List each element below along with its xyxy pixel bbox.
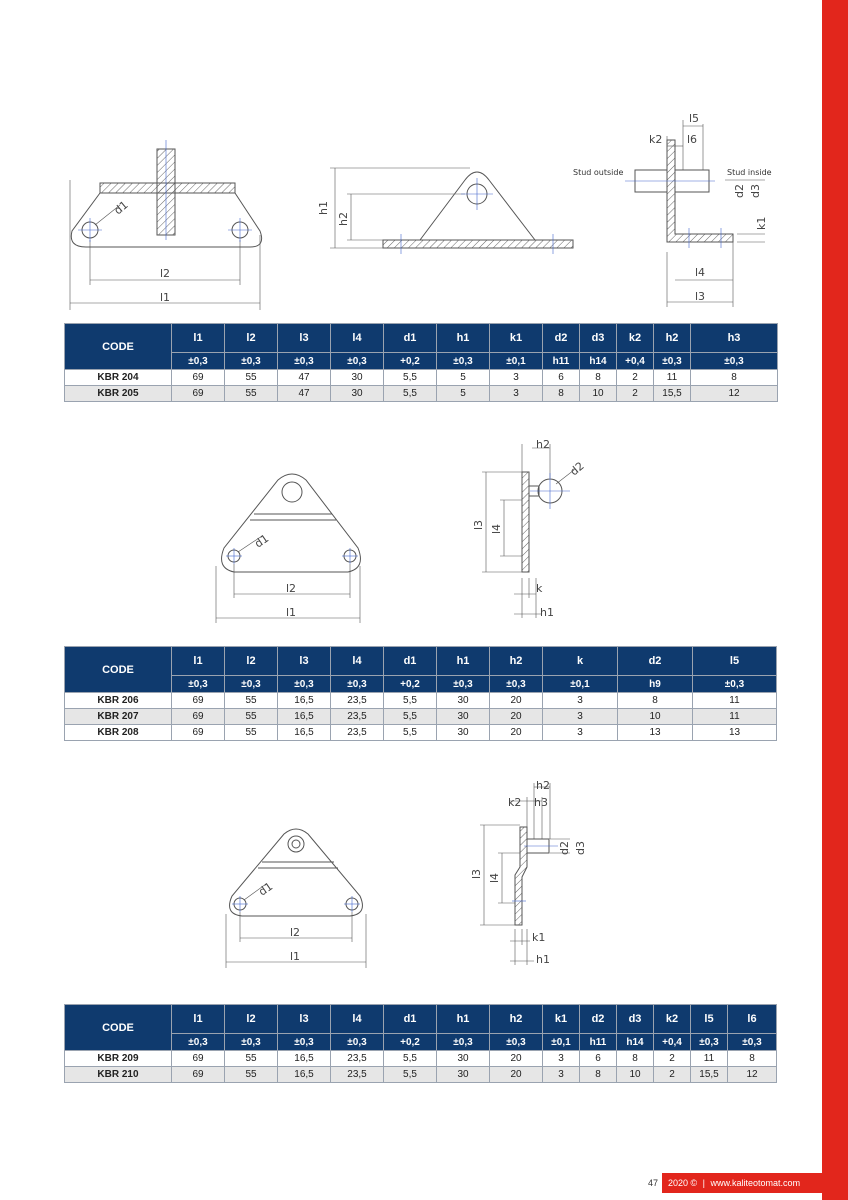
label-stud-outside: Stud outside (573, 168, 624, 177)
dim-d3: d3 (749, 184, 762, 198)
column-header: l5 (693, 647, 777, 676)
dim-d1: d1 (252, 531, 272, 551)
row-code: KBR 209 (65, 1051, 172, 1067)
column-header: d2 (543, 324, 580, 353)
tolerance: +0,2 (384, 353, 437, 370)
drawing-kbr206-front-view (210, 468, 370, 628)
drawing-kbr206-side-view (470, 438, 600, 623)
cell: 15,5 (691, 1067, 728, 1083)
cell: 8 (543, 386, 580, 402)
cell: 69 (172, 386, 225, 402)
dim-h2: h2 (536, 438, 550, 451)
column-header: d1 (384, 324, 437, 353)
cell: 8 (617, 1051, 654, 1067)
table-row (65, 1051, 777, 1067)
cell: 5,5 (384, 693, 437, 709)
dim-h1: h1 (317, 201, 330, 215)
cell: 8 (580, 1067, 617, 1083)
tolerance: ±0,3 (172, 353, 225, 370)
cell: 20 (490, 725, 543, 741)
cell: 5,5 (384, 1051, 437, 1067)
cell: 5 (437, 370, 490, 386)
cell: 30 (437, 709, 490, 725)
page-number: 47 (647, 1178, 658, 1188)
column-header: k1 (490, 324, 543, 353)
cell: 23,5 (331, 709, 384, 725)
tolerance: +0,2 (384, 1034, 437, 1051)
row-code: KBR 206 (65, 693, 172, 709)
cell: 16,5 (278, 1051, 331, 1067)
dim-d3: d3 (574, 841, 587, 855)
column-header: l2 (225, 647, 278, 676)
dim-d2: d2 (558, 841, 571, 855)
cell: 15,5 (654, 386, 691, 402)
column-header: l2 (225, 1005, 278, 1034)
tolerance: ±0,3 (654, 353, 691, 370)
row-code: KBR 207 (65, 709, 172, 725)
cell: 16,5 (278, 709, 331, 725)
dim-k: k (536, 582, 543, 595)
footer-year: 2020 © (668, 1178, 698, 1188)
cell: 8 (728, 1051, 777, 1067)
column-header-code: CODE (65, 324, 172, 370)
cell: 8 (691, 370, 778, 386)
cell: 30 (437, 1051, 490, 1067)
column-header: d1 (384, 647, 437, 676)
tolerance: ±0,3 (225, 1034, 278, 1051)
dim-d2: d2 (733, 184, 746, 198)
column-header: h1 (437, 324, 490, 353)
dim-h2: h2 (337, 212, 350, 226)
tolerance: h11 (543, 353, 580, 370)
cell: 5,5 (384, 725, 437, 741)
brand-red-bar (822, 0, 848, 1200)
cell: 8 (580, 370, 617, 386)
cell: 11 (693, 709, 777, 725)
column-header: k (543, 647, 618, 676)
drawing-kbr204-side-view (305, 160, 585, 260)
tolerance: h9 (618, 676, 693, 693)
tolerance: h14 (580, 353, 617, 370)
column-header: l3 (278, 324, 331, 353)
cell: 10 (617, 1067, 654, 1083)
column-header-code: CODE (65, 1005, 172, 1051)
cell: 20 (490, 709, 543, 725)
tolerance: ±0,1 (543, 1034, 580, 1051)
column-header: h1 (437, 647, 490, 676)
dim-l3: l3 (695, 290, 706, 303)
tolerance: ±0,1 (490, 353, 543, 370)
dim-l5: l5 (689, 112, 700, 125)
dim-h2: h2 (536, 779, 550, 792)
cell: 47 (278, 370, 331, 386)
column-header: l6 (728, 1005, 777, 1034)
table-row (65, 725, 777, 741)
dim-l1: l1 (160, 291, 171, 304)
dim-l3: l3 (472, 519, 485, 530)
tolerance: ±0,3 (278, 1034, 331, 1051)
tolerance: +0,4 (654, 1034, 691, 1051)
tolerance: ±0,3 (691, 353, 778, 370)
cell: 55 (225, 370, 278, 386)
dim-l1: l1 (286, 606, 297, 619)
column-header: l1 (172, 324, 225, 353)
tolerance: ±0,3 (225, 353, 278, 370)
column-header: l3 (278, 1005, 331, 1034)
dim-l4: l4 (695, 266, 706, 279)
cell: 2 (654, 1067, 691, 1083)
cell: 5,5 (384, 386, 437, 402)
cell: 20 (490, 1051, 543, 1067)
cell: 5 (437, 386, 490, 402)
footer-url[interactable]: www.kaliteotomat.com (710, 1178, 801, 1188)
column-header: l5 (691, 1005, 728, 1034)
cell: 20 (490, 1067, 543, 1083)
tolerance: +0,2 (384, 676, 437, 693)
dim-l2: l2 (286, 582, 297, 595)
cell: 23,5 (331, 1067, 384, 1083)
dim-h1: h1 (536, 953, 550, 966)
cell: 8 (618, 693, 693, 709)
dim-h1: h1 (540, 606, 554, 619)
cell: 69 (172, 1067, 225, 1083)
dim-d2: d2 (567, 459, 587, 479)
table-row (65, 1067, 777, 1083)
tolerance: ±0,1 (543, 676, 618, 693)
column-header: l4 (331, 647, 384, 676)
cell: 20 (490, 693, 543, 709)
label-stud-inside: Stud inside (727, 168, 772, 177)
footer-bar (662, 1173, 822, 1193)
tolerance: +0,4 (617, 353, 654, 370)
column-header: l3 (278, 647, 331, 676)
drawing-kbr209-front-view (210, 822, 380, 972)
column-header: h2 (654, 324, 691, 353)
cell: 6 (543, 370, 580, 386)
tolerance: ±0,3 (331, 353, 384, 370)
cell: 16,5 (278, 693, 331, 709)
tolerance: ±0,3 (437, 676, 490, 693)
column-header: d2 (580, 1005, 617, 1034)
cell: 3 (543, 693, 618, 709)
cell: 11 (654, 370, 691, 386)
cell: 3 (543, 1051, 580, 1067)
table-row (65, 370, 778, 386)
drawing-kbr204-stud-detail (565, 112, 780, 312)
column-header: k2 (617, 324, 654, 353)
tolerance: ±0,3 (278, 676, 331, 693)
dim-l4: l4 (488, 872, 501, 883)
tolerance: ±0,3 (225, 676, 278, 693)
cell: 55 (225, 1067, 278, 1083)
cell: 11 (691, 1051, 728, 1067)
cell: 23,5 (331, 725, 384, 741)
cell: 5,5 (384, 370, 437, 386)
column-header: h3 (691, 324, 778, 353)
cell: 3 (543, 1067, 580, 1083)
dim-k2: k2 (649, 133, 663, 146)
column-header: h2 (490, 647, 543, 676)
column-header: d3 (617, 1005, 654, 1034)
cell: 13 (618, 725, 693, 741)
cell: 16,5 (278, 725, 331, 741)
column-header: d1 (384, 1005, 437, 1034)
dim-k1: k1 (755, 216, 768, 230)
cell: 55 (225, 386, 278, 402)
cell: 55 (225, 709, 278, 725)
tolerance: ±0,3 (331, 676, 384, 693)
table-row (65, 693, 777, 709)
dim-l4: l4 (490, 523, 503, 534)
cell: 69 (172, 709, 225, 725)
column-header: k2 (654, 1005, 691, 1034)
cell: 13 (693, 725, 777, 741)
drawing-kbr209-side-view (470, 775, 600, 970)
cell: 3 (490, 386, 543, 402)
tolerance: ±0,3 (437, 353, 490, 370)
column-header: l2 (225, 324, 278, 353)
dim-d1: d1 (111, 198, 131, 218)
cell: 16,5 (278, 1067, 331, 1083)
drawing-kbr204-front-view (60, 135, 270, 315)
tolerance: ±0,3 (728, 1034, 777, 1051)
footer-separator: | (702, 1178, 706, 1188)
cell: 55 (225, 1051, 278, 1067)
tolerance: ±0,3 (490, 1034, 543, 1051)
cell: 30 (437, 1067, 490, 1083)
row-code: KBR 208 (65, 725, 172, 741)
tolerance: ±0,3 (278, 353, 331, 370)
dim-l3: l3 (470, 868, 483, 879)
cell: 30 (437, 693, 490, 709)
cell: 69 (172, 693, 225, 709)
cell: 47 (278, 386, 331, 402)
column-header: l4 (331, 324, 384, 353)
tolerance: ±0,3 (693, 676, 777, 693)
cell: 69 (172, 370, 225, 386)
cell: 10 (618, 709, 693, 725)
cell: 10 (580, 386, 617, 402)
column-header-code: CODE (65, 647, 172, 693)
cell: 55 (225, 725, 278, 741)
tolerance: h11 (580, 1034, 617, 1051)
cell: 5,5 (384, 1067, 437, 1083)
cell: 69 (172, 1051, 225, 1067)
row-code: KBR 204 (65, 370, 172, 386)
cell: 2 (654, 1051, 691, 1067)
tolerance: ±0,3 (437, 1034, 490, 1051)
column-header: h1 (437, 1005, 490, 1034)
dim-h3: h3 (534, 796, 548, 809)
column-header: d2 (618, 647, 693, 676)
tolerance: ±0,3 (490, 676, 543, 693)
spec-table-kbr206-208 (64, 646, 777, 741)
cell: 23,5 (331, 1051, 384, 1067)
cell: 12 (728, 1067, 777, 1083)
cell: 3 (543, 709, 618, 725)
table-row (65, 709, 777, 725)
cell: 2 (617, 370, 654, 386)
cell: 30 (331, 370, 384, 386)
table-row (65, 386, 778, 402)
dim-k1: k1 (532, 931, 546, 944)
cell: 30 (331, 386, 384, 402)
dim-d1: d1 (256, 879, 276, 899)
cell: 55 (225, 693, 278, 709)
cell: 2 (617, 386, 654, 402)
column-header: k1 (543, 1005, 580, 1034)
dim-l2: l2 (290, 926, 301, 939)
cell: 6 (580, 1051, 617, 1067)
dim-l6: l6 (687, 133, 698, 146)
column-header: l1 (172, 647, 225, 676)
column-header: d3 (580, 324, 617, 353)
tolerance: ±0,3 (331, 1034, 384, 1051)
cell: 23,5 (331, 693, 384, 709)
tolerance: h14 (617, 1034, 654, 1051)
column-header: l1 (172, 1005, 225, 1034)
dim-k2: k2 (508, 796, 522, 809)
spec-table-kbr204-205 (64, 323, 778, 402)
cell: 30 (437, 725, 490, 741)
cell: 5,5 (384, 709, 437, 725)
cell: 12 (691, 386, 778, 402)
cell: 11 (693, 693, 777, 709)
dim-l1: l1 (290, 950, 301, 963)
tolerance: ±0,3 (172, 676, 225, 693)
cell: 69 (172, 725, 225, 741)
row-code: KBR 210 (65, 1067, 172, 1083)
dim-l2: l2 (160, 267, 171, 280)
row-code: KBR 205 (65, 386, 172, 402)
column-header: h2 (490, 1005, 543, 1034)
tolerance: ±0,3 (172, 1034, 225, 1051)
spec-table-kbr209-210 (64, 1004, 777, 1083)
cell: 3 (490, 370, 543, 386)
tolerance: ±0,3 (691, 1034, 728, 1051)
cell: 3 (543, 725, 618, 741)
column-header: l4 (331, 1005, 384, 1034)
